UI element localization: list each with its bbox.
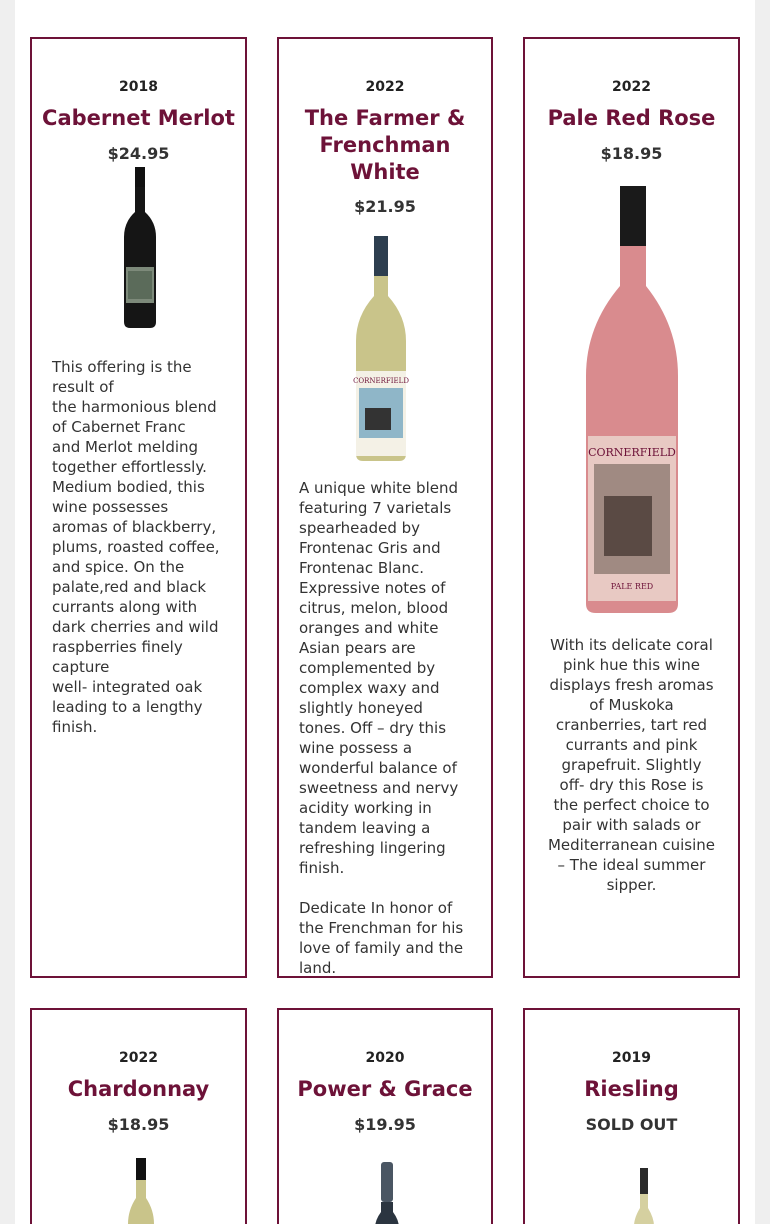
product-name[interactable]: Power & Grace bbox=[297, 1077, 473, 1101]
product-year: 2019 bbox=[612, 1050, 651, 1066]
bottle-label-text: CORNERFIELD bbox=[588, 446, 676, 459]
product-card-farmer-frenchman-white[interactable] bbox=[277, 37, 493, 978]
bottle-label-subtext: PALE RED bbox=[610, 582, 654, 591]
product-year: 2020 bbox=[365, 1050, 405, 1066]
product-price: $19.95 bbox=[354, 1115, 416, 1134]
product-card-chardonnay[interactable] bbox=[30, 1008, 247, 1224]
wine-bottle-image[interactable] bbox=[633, 1168, 655, 1224]
wine-bottle-image[interactable] bbox=[127, 1158, 155, 1224]
wine-bottle-image[interactable] bbox=[580, 186, 684, 614]
product-price: $21.95 bbox=[354, 197, 416, 216]
product-card-pale-red-rose[interactable] bbox=[523, 37, 740, 978]
product-grid bbox=[15, 0, 755, 1224]
product-year: 2022 bbox=[365, 79, 405, 95]
sold-out-badge: SOLD OUT bbox=[585, 1115, 678, 1134]
product-name[interactable]: Chardonnay bbox=[67, 1077, 210, 1101]
bottle-label-text: CORNERFIELD bbox=[353, 377, 409, 385]
product-card-cabernet-merlot[interactable] bbox=[30, 37, 247, 978]
product-year: 2022 bbox=[612, 79, 651, 95]
product-card-riesling[interactable] bbox=[523, 1008, 740, 1224]
product-description: This offering is the result of the harmonious blend of Cabernet Franc and Merlot melding together effortlessly. Medium bodied, this wine possesses aromas of blackberry, plums, roasted coffee, and spice. On the palate,red and black currants along with dark cherries and wild raspberries finely capture well- integrated oak leading to a lengthy finish. bbox=[52, 358, 220, 736]
wine-bottle-image[interactable] bbox=[374, 1162, 400, 1224]
wine-bottle-image[interactable] bbox=[120, 167, 160, 329]
wine-bottle-image[interactable] bbox=[351, 236, 411, 462]
product-price: $18.95 bbox=[107, 1115, 170, 1134]
product-name[interactable]: The Farmer & Frenchman White bbox=[304, 106, 466, 184]
product-price: $24.95 bbox=[107, 144, 170, 163]
product-description: With its delicate coral pink hue this wine displays fresh aromas of Muskoka cranberries, tart red currants and pink grapefruit. Slightly off- dry this Rose is the perfect choice to pair with salads or Mediterranean cuisine – The ideal summer sipper. bbox=[547, 636, 716, 894]
product-description: A unique white blend featuring 7 varietals spearheaded by Frontenac Gris and Frontenac Blanc. Expressive notes of citrus, melon, blood oranges and white Asian pears are complemented by complex waxy and slightly honeyed tones. Off – dry this wine possess a wonderful balance of sweetness and nervy acidity working in tandem leaving a refreshing lingering finish. Dedicate In honor of the Frenchman for his love of family and the land. bbox=[299, 479, 464, 977]
product-name[interactable]: Pale Red Rose bbox=[547, 106, 716, 130]
product-price: $18.95 bbox=[600, 144, 663, 163]
product-year: 2018 bbox=[119, 79, 158, 95]
product-card-power-grace[interactable] bbox=[277, 1008, 493, 1224]
product-year: 2022 bbox=[119, 1050, 158, 1066]
product-name[interactable]: Riesling bbox=[584, 1077, 679, 1101]
product-name[interactable]: Cabernet Merlot bbox=[42, 106, 235, 130]
